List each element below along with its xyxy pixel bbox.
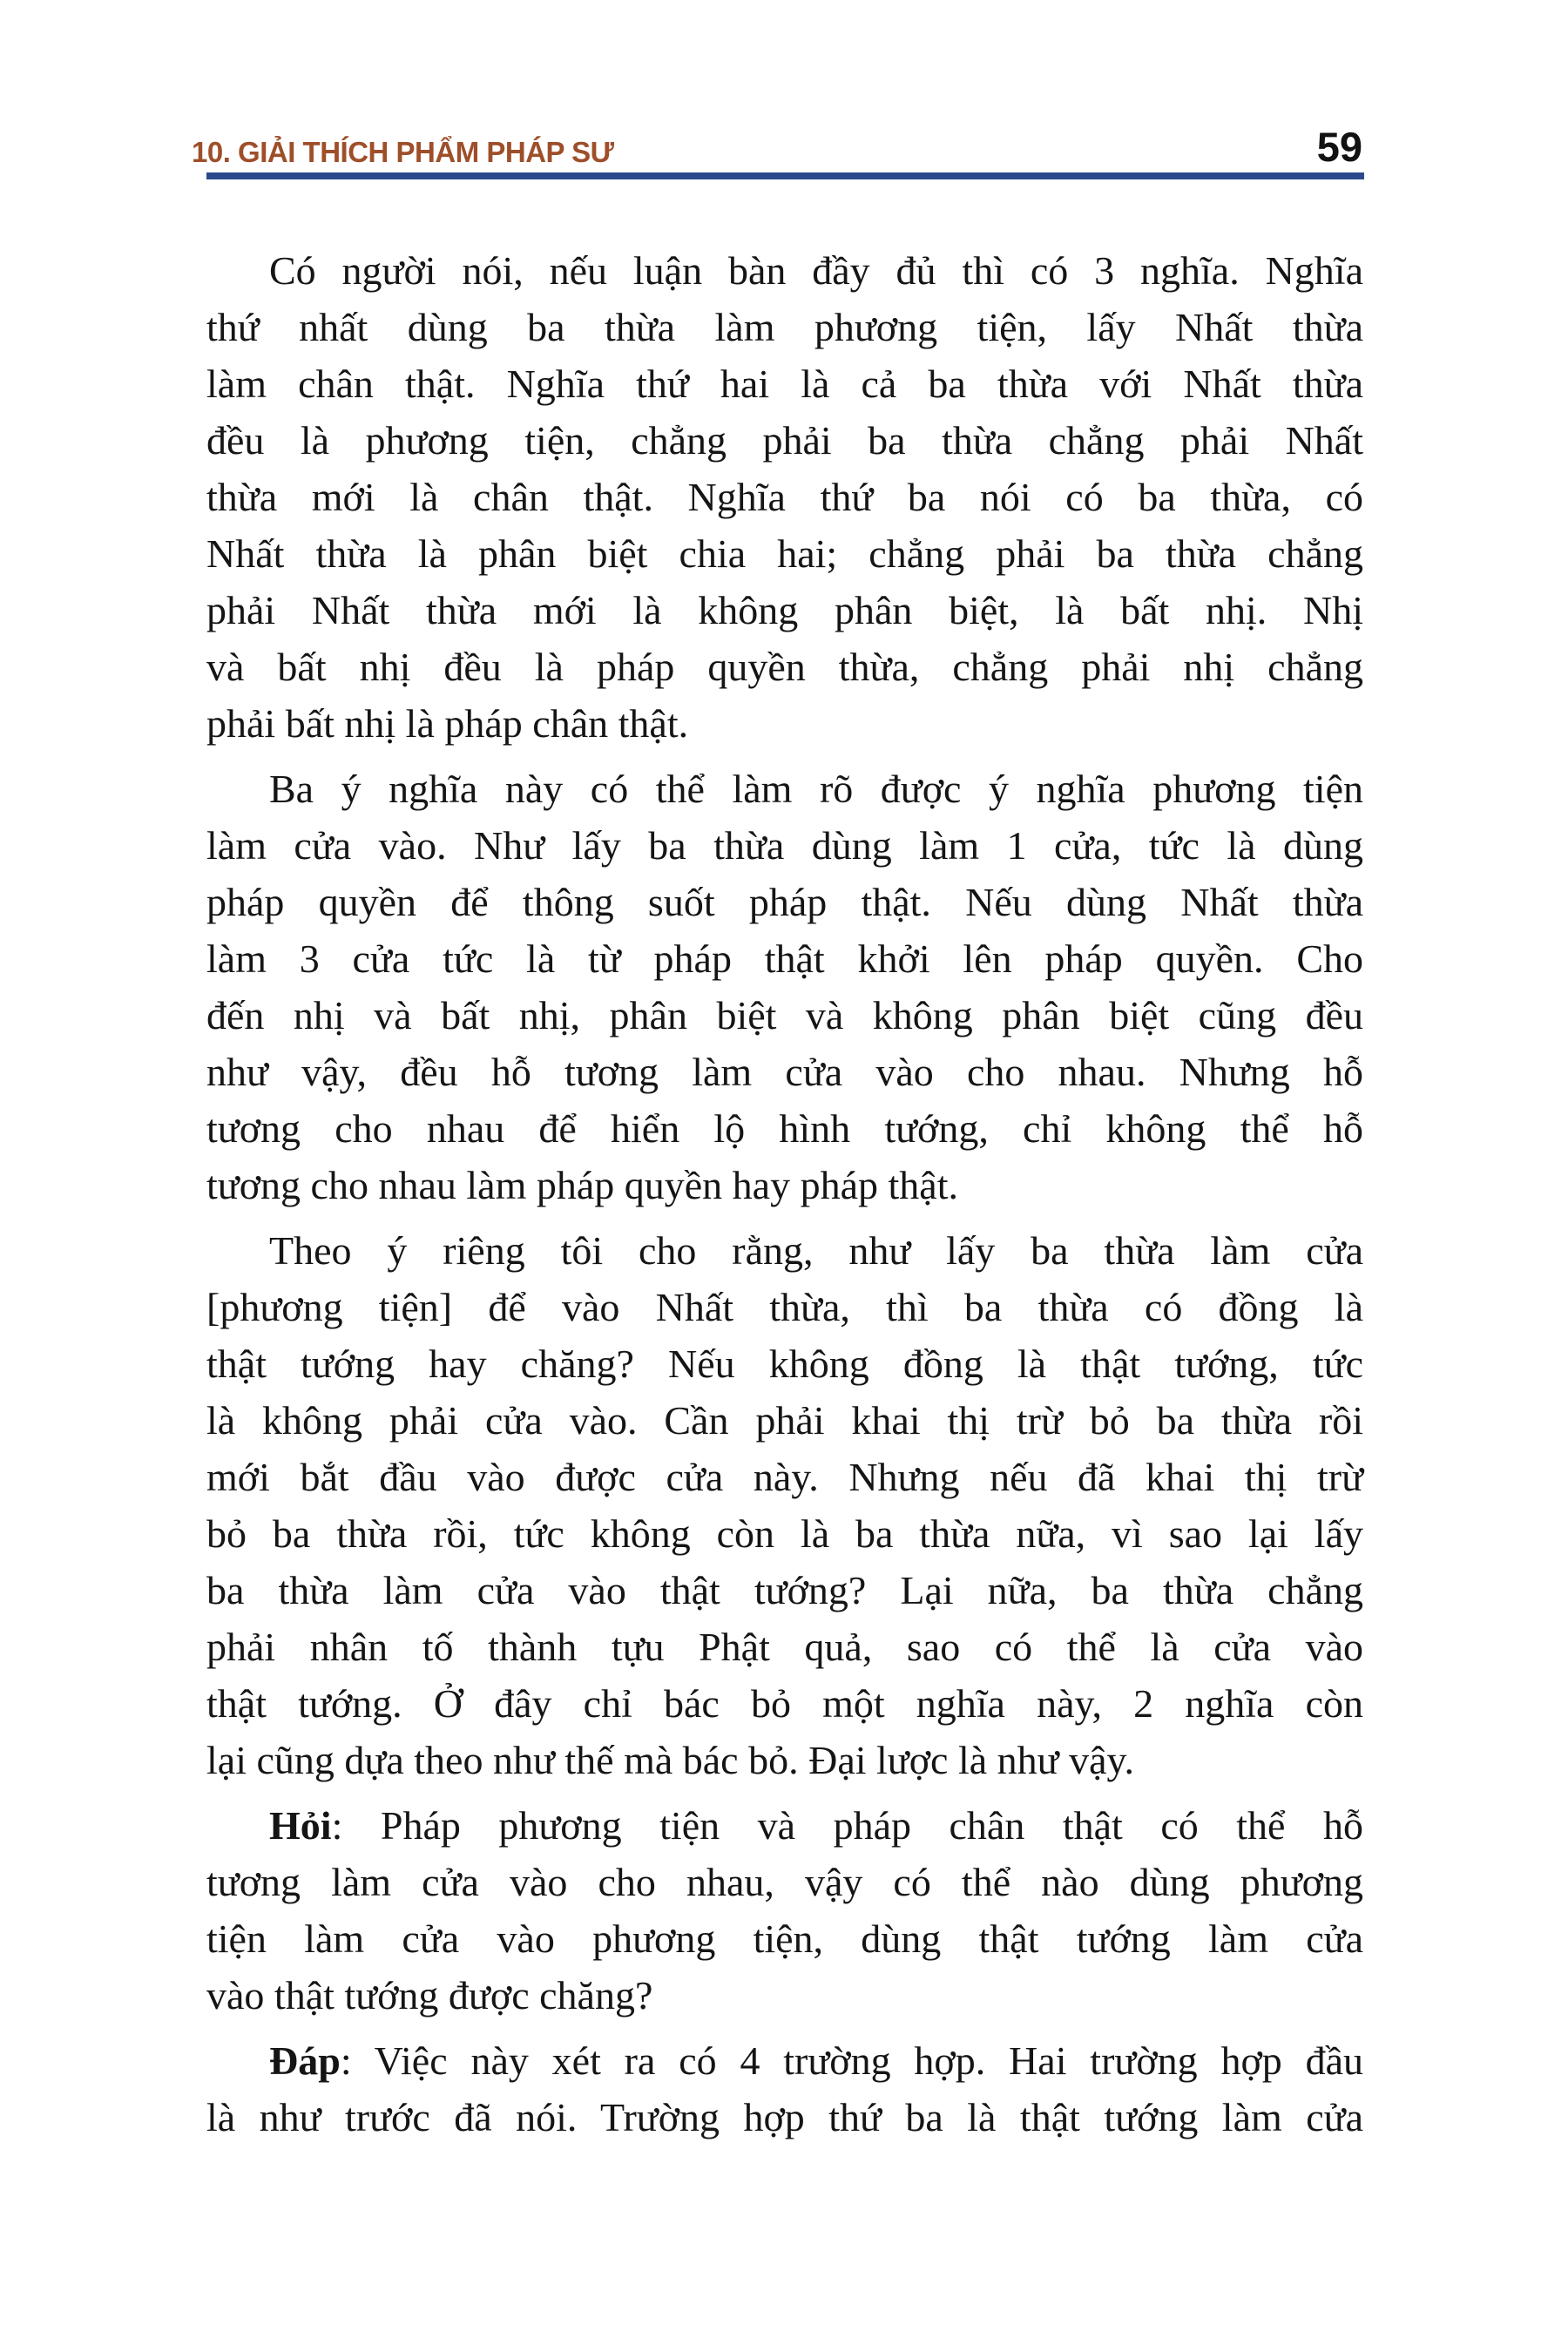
paragraph-lead: Hỏi: [269, 1803, 332, 1848]
text-line: làm 3 cửa tức là từ pháp thật khởi lên pháp quyền. Cho: [206, 936, 1363, 981]
text-line: tương cho nhau làm pháp quyền hay pháp thật.: [206, 1163, 958, 1207]
text-line: phải Nhất thừa mới là không phân biệt, là bất nhị. Nhị: [206, 588, 1363, 632]
text-line: làm cửa vào. Như lấy ba thừa dùng làm 1 cửa, tức là dùng: [206, 823, 1363, 868]
page-number: 59: [1316, 124, 1362, 170]
text-line: pháp quyền để thông suốt pháp thật. Nếu dùng Nhất thừa: [206, 880, 1363, 924]
text-line: Hỏi: Pháp phương tiện và pháp chân thật có thể hỗ: [269, 1803, 1363, 1848]
text-line: như vậy, đều hỗ tương làm cửa vào cho nhau. Nhưng hỗ: [206, 1050, 1363, 1094]
text-line: thứ nhất dùng ba thừa làm phương tiện, lấy Nhất thừa: [206, 305, 1363, 349]
text-line: ba thừa làm cửa vào thật tướng? Lại nữa, ba thừa chẳng: [206, 1568, 1363, 1612]
paragraph: [206, 760, 1363, 1213]
header-rule: [206, 172, 1364, 179]
text-line: lại cũng dựa theo như thế mà bác bỏ. Đại lược là như vậy.: [206, 1738, 1135, 1782]
text-line: làm chân thật. Nghĩa thứ hai là cả ba thừa với Nhất thừa: [206, 362, 1363, 406]
paragraph-lead: Đáp: [269, 2038, 341, 2083]
text-line: Nhất thừa là phân biệt chia hai; chẳng phải ba thừa chẳng: [206, 531, 1363, 576]
running-header: [192, 124, 1364, 170]
paragraph: [206, 1797, 1363, 2024]
text-line: Có người nói, nếu luận bàn đầy đủ thì có 3 nghĩa. Nghĩa: [269, 248, 1363, 293]
text-line: là không phải cửa vào. Cần phải khai thị trừ bỏ ba thừa rồi: [206, 1398, 1363, 1443]
text-line: phải bất nhị là pháp chân thật.: [206, 701, 689, 746]
text-line: tương làm cửa vào cho nhau, vậy có thể nào dùng phương: [206, 1860, 1363, 1904]
paragraph: [206, 2032, 1363, 2146]
text-line: Theo ý riêng tôi cho rằng, như lấy ba thừa làm cửa: [269, 1228, 1363, 1273]
text-line: mới bắt đầu vào được cửa này. Nhưng nếu đã khai thị trừ: [206, 1455, 1363, 1499]
text-line: đều là phương tiện, chẳng phải ba thừa chẳng phải Nhất: [206, 418, 1363, 463]
text-line: tương cho nhau để hiển lộ hình tướng, chỉ không thể hỗ: [206, 1106, 1363, 1151]
text-line: vào thật tướng được chăng?: [206, 1973, 653, 2017]
text-line: phải nhân tố thành tựu Phật quả, sao có thể là cửa vào: [206, 1625, 1363, 1669]
text-line: bỏ ba thừa rồi, tức không còn là ba thừa nữa, vì sao lại lấy: [206, 1511, 1363, 1556]
text-line: [phương tiện] để vào Nhất thừa, thì ba thừa có đồng là: [206, 1285, 1363, 1329]
text-line: tiện làm cửa vào phương tiện, dùng thật tướng làm cửa: [206, 1916, 1363, 1961]
text-line: thừa mới là chân thật. Nghĩa thứ ba nói có ba thừa, có: [206, 475, 1363, 519]
chapter-header-title: 10. GIẢI THÍCH PHẨM PHÁP SƯ: [192, 136, 614, 168]
body-text: [206, 242, 1363, 2146]
text-line: đến nhị và bất nhị, phân biệt và không phân biệt cũng đều: [206, 993, 1363, 1037]
text-line: Ba ý nghĩa này có thể làm rõ được ý nghĩa phương tiện: [269, 767, 1363, 811]
paragraph: [206, 242, 1363, 752]
text-line: thật tướng hay chăng? Nếu không đồng là thật tướng, tức: [206, 1342, 1363, 1386]
text-line: là như trước đã nói. Trường hợp thứ ba là thật tướng làm cửa: [206, 2095, 1363, 2139]
text-line: và bất nhị đều là pháp quyền thừa, chẳng phải nhị chẳng: [206, 645, 1363, 689]
text-line: thật tướng. Ở đây chỉ bác bỏ một nghĩa này, 2 nghĩa còn: [206, 1681, 1363, 1726]
paragraph: [206, 1222, 1363, 1788]
text-line: Đáp: Việc này xét ra có 4 trường hợp. Hai trường hợp đầu: [269, 2038, 1363, 2083]
